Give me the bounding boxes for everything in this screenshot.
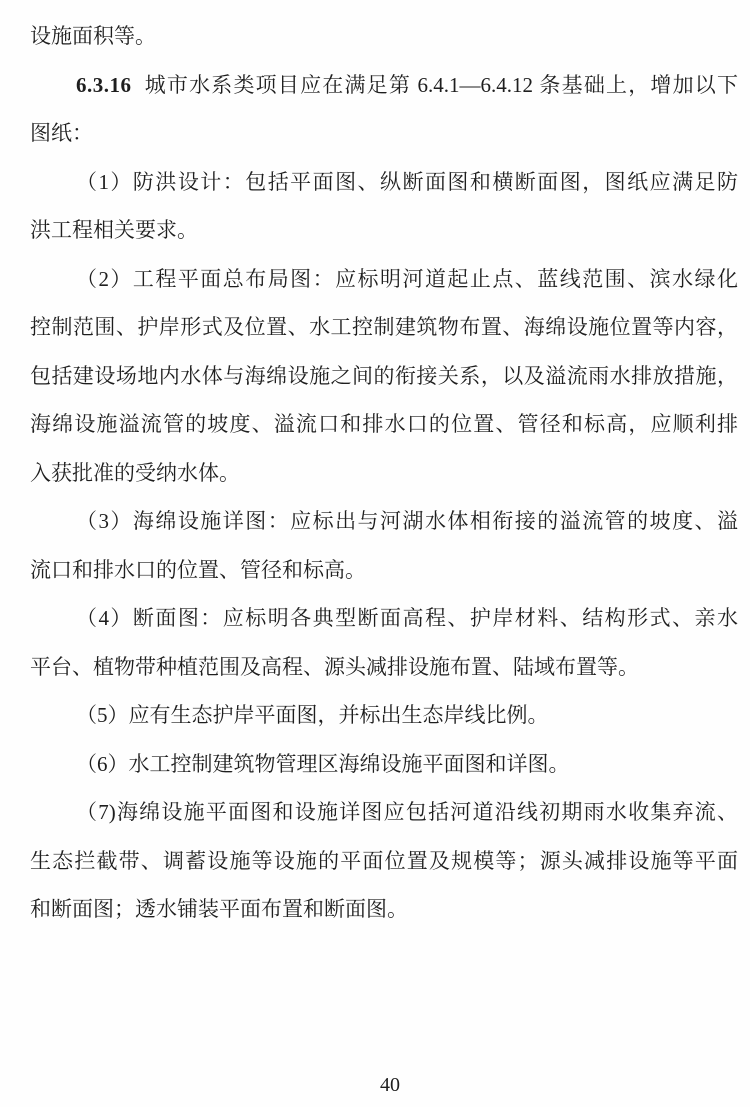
item-7-line-1: （7)海绵设施平面图和设施详图应包括河道沿线初期雨水收集弃流、 xyxy=(76,800,738,824)
item-4-line-2: 平台、植物带种植范围及高程、源头减排设施布置、陆域布置等。 xyxy=(30,654,639,679)
item-5-line-1: （5）应有生态护岸平面图，并标出生态岸线比例。 xyxy=(76,703,549,727)
item-2-line-5: 入获批准的受纳水体。 xyxy=(30,460,240,485)
item-2-line-1: （2）工程平面总布局图：应标明河道起止点、蓝线范围、滨水绿化 xyxy=(76,266,738,291)
clause-heading-line-1 xyxy=(30,61,738,110)
item-1-line-2: 洪工程相关要求。 xyxy=(30,218,198,242)
item-2-line-2: 控制范围、护岸形式及位置、水工控制建筑物布置、海绵设施位置等内容， xyxy=(30,315,738,339)
page-number: 40 xyxy=(380,1074,400,1096)
item-7-line-3: 和断面图；透水铺装平面布置和断面图。 xyxy=(30,897,408,921)
item-4-line-1: （4）断面图：应标明各典型断面高程、护岸材料、结构形式、亲水 xyxy=(76,606,738,630)
clause-number: 6.3.16 xyxy=(76,72,132,97)
item-2-line-4: 海绵设施溢流管的坡度、溢流口和排水口的位置、管径和标高，应顺利排 xyxy=(30,412,738,436)
item-2-line-3: 包括建设场地内水体与海绵设施之间的衔接关系，以及溢流雨水排放措施， xyxy=(30,363,738,388)
item-7-line-2: 生态拦截带、调蓄设施等设施的平面位置及规模等；源头减排设施等平面 xyxy=(30,848,738,873)
clause-heading-line-2: 图纸： xyxy=(30,121,93,145)
item-1-line-1: （1）防洪设计：包括平面图、纵断面图和横断面图，图纸应满足防 xyxy=(76,169,738,194)
item-6-line-1: （6）水工控制建筑物管理区海绵设施平面图和详图。 xyxy=(76,751,570,776)
trailing-paragraph-line: 设施面积等。 xyxy=(30,24,156,48)
item-3-line-2: 流口和排水口的位置、管径和标高。 xyxy=(30,557,366,582)
item-3-line-1: （3）海绵设施详图：应标出与河湖水体相衔接的溢流管的坡度、溢 xyxy=(76,509,738,533)
page-footer xyxy=(30,1074,750,1096)
page-body-text xyxy=(30,12,738,934)
clause-heading-text: 城市水系类项目应在满足第 6.4.1—6.4.12 条基础上，增加以下 xyxy=(143,72,738,97)
